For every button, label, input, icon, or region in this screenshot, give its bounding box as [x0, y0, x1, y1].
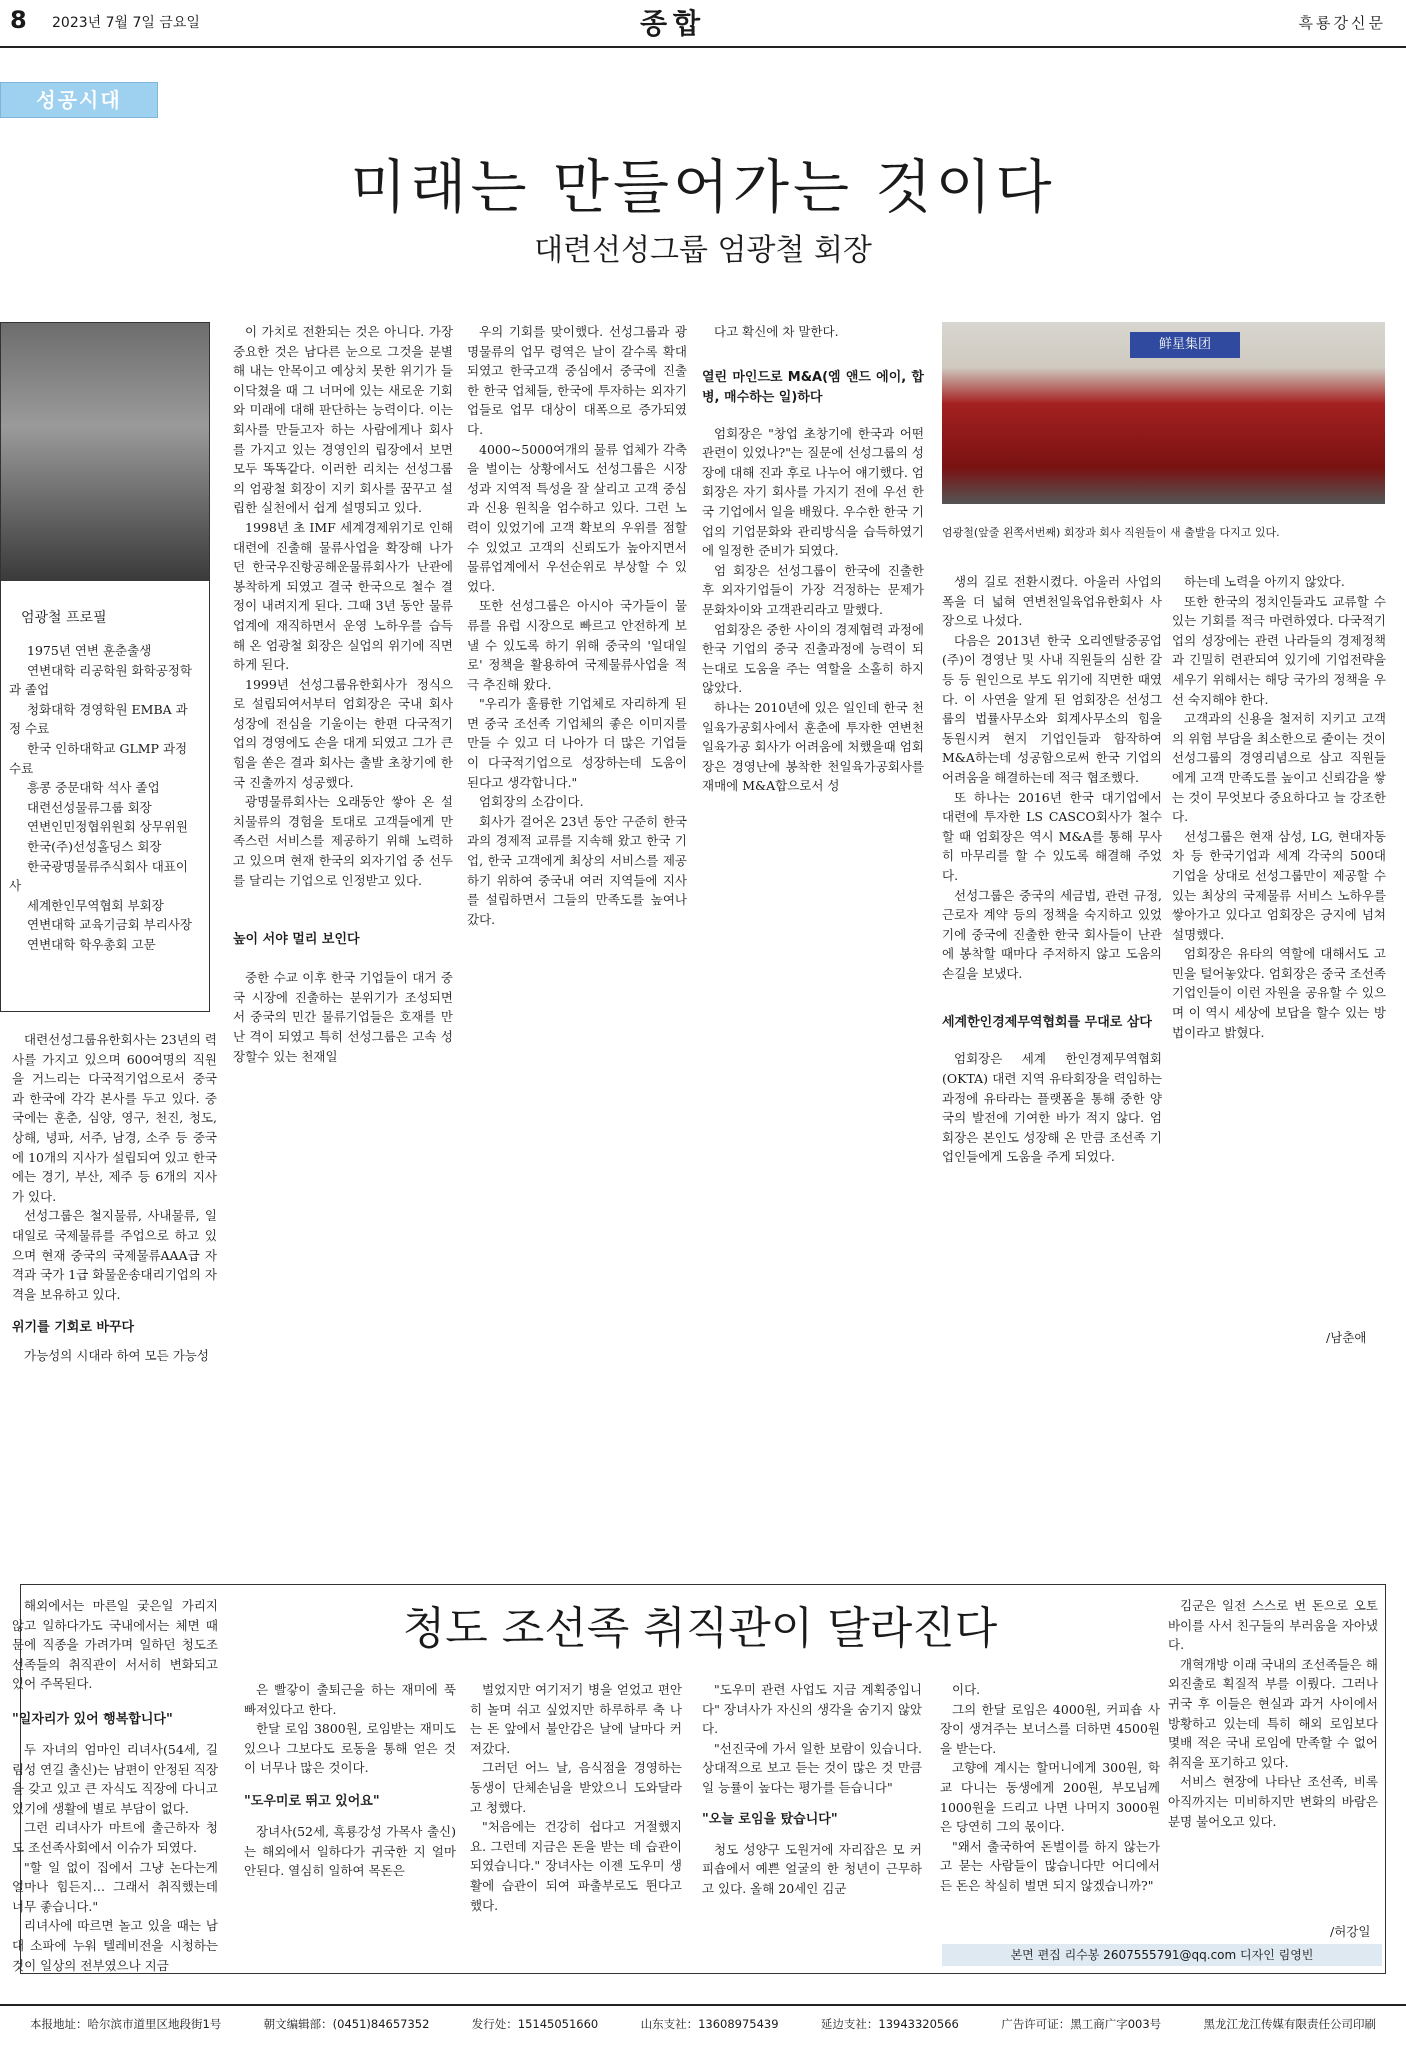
- paragraph: 회사가 걸어온 23년 동안 구준히 한국과의 경제적 교류를 지속해 왔고 한국 기업, 한국 고객에게 최상의 서비스를 제공하기 위하여 중국내 여러 지역들에 지사를 설립하면서 그들의 만족도를 높여나갔다.: [467, 813, 687, 927]
- footer-item: 山东支社：13608975439: [640, 2017, 779, 2031]
- paragraph: 그의 한달 로임은 4000원, 커피숍 사장이 생겨주는 보너스를 더하면 4500원을 받는다.: [940, 1701, 1160, 1756]
- paragraph: 선성그룹은 철지물류, 사내물류, 일대일로 국제물류를 주업으로 하고 있으며 현재 중국의 국제물류AAA급 자격과 국가 1급 화물운송대리기업의 자격을 보유하고 있다.: [12, 1208, 217, 1302]
- footer: [0, 2016, 1406, 2032]
- company-sign: 鲜星集团: [1130, 332, 1240, 358]
- article2-column-3: [470, 1680, 682, 1968]
- subheading: "일자리가 있어 행복합니다": [12, 1711, 173, 1727]
- photo-caption: 엄광철(앞줄 왼쪽서번째) 회장과 회사 직원들이 새 출발을 다지고 있다.: [942, 526, 1280, 539]
- paragraph: 엄회장은 중한 사이의 경제협력 과정에 한국 기업의 중국 진출과정에 능력이 되는대로 도움을 주는 역할을 소홀히 하지 않았다.: [702, 621, 924, 696]
- paragraph: 엄 회장은 선성그룹이 한국에 진출한 후 외자기업들이 가장 걱정하는 문제가 문화차이와 고객관리라고 말했다.: [702, 562, 924, 617]
- paragraph: 서비스 현장에 나타난 조선족, 비록 아직까지는 미비하지만 변화의 바람은 분명 불어오고 있다.: [1168, 1774, 1378, 1829]
- paragraph: 해외에서는 마른일 궂은일 가리지 않고 일하다가도 국내에서는 체면 때문에 직종을 가려가며 일하던 청도조선족들의 취직관이 서서히 변화되고 있어 주목된다.: [12, 1598, 218, 1692]
- paragraph: 4000~5000여개의 물류 업체가 각축을 벌이는 상황에서도 선성그룹은 시장성과 지역적 특성을 잘 살리고 고객 중심과 신용 원칙을 엄수하고 있다. 그런 노력이 있었기에 고객 확보의 우위를 점할 수 있었고 고객의 신뢰도가 높아지면서 물류업계에서 우선순위로 부상할 수 있었다.: [467, 441, 687, 594]
- article2-headline: 청도 조선족 취직관이 달라진다: [402, 1603, 998, 1654]
- paragraph: 가능성의 시대라 하여 모든 가능성: [24, 1348, 209, 1364]
- issue-date: 2023년 7월 7일 금요일: [52, 15, 200, 31]
- paragraph: 엄회장은 유타의 역할에 대해서도 고민을 털어놓았다. 엄회장은 중국 조선족 기업인들이 이런 자원을 공유할 수 있으며 이 역시 세상에 보답을 할수 있는 방법이라고 밝혔다.: [1172, 946, 1386, 1040]
- portrait-photo: [1, 323, 209, 581]
- article1-column-1: [12, 1030, 217, 1364]
- paragraph: 선성그룹은 중국의 세금법, 관련 규정, 근로자 계약 등의 정책을 숙지하고 있었기에 중국에 진출한 한국 회사들이 난관에 봉착할 때마다 주저하지 않고 도움의 손길을 보냈다.: [942, 887, 1162, 981]
- paragraph: 생의 길로 전환시켰다. 아울러 사업의 폭을 더 넓혀 연변천일육업유한회사 사장으로 나섰다.: [942, 574, 1162, 629]
- article1-column-4: [702, 322, 924, 1322]
- article-subheadline: 대련선성그룹 엄광철 회장: [534, 233, 872, 268]
- paragraph: 중한 수교 이후 한국 기업들이 대거 중국 시장에 진출하는 분위기가 조성되면서 중국의 민간 물류기업들은 호재를 만난 격이 되였고 특히 선성그룹은 고속 성장할수 있는 천재일: [233, 970, 453, 1064]
- article1-column-5: [942, 572, 1162, 1322]
- article2-column-6: [1168, 1596, 1378, 1916]
- paragraph: 두 자녀의 엄마인 리녀사(54세, 길림성 연길 출신)는 남편이 안정된 직장을 갖고 있고 큰 자식도 직장에 다니고 있기에 생활에 별로 부담이 없다.: [12, 1741, 218, 1816]
- paragraph: "선진국에 가서 일한 보람이 있습니다. 상대적으로 보고 듣는 것이 많은 것 만큼 일 능률이 높다는 평가를 듣습니다": [702, 1740, 922, 1795]
- paragraph: 장녀사(52세, 흑룡강성 가목사 출신)는 해외에서 일하다가 귀국한 지 얼마 안된다. 열심히 일하여 목돈은: [244, 1823, 456, 1879]
- profile-item: 세계한인무역협회 부회장: [27, 897, 164, 913]
- paragraph: 그러던 어느 날, 음식점을 경영하는 동생이 단체손님을 받았으니 도와달라고 청했다.: [470, 1760, 682, 1815]
- paragraph: 한달 로임 3800원, 로임받는 재미도 있으나 그보다도 로동을 통해 얻은 것이 너무나 많은 것이다.: [244, 1721, 456, 1776]
- profile-item: 연변대학 교육기금회 부리사장: [27, 917, 192, 933]
- profile-item: 흥콩 중문대학 석사 졸업: [27, 780, 160, 796]
- paragraph: 대련선성그룹유한회사는 23년의 력사를 가지고 있으며 600여명의 직원을 거느리는 다국적기업으로서 중국과 한국에 각각 본사를 두고 있다. 중국에는 훈춘, 심양, 영구, 천진, 청도, 상해, 녕파, 서주, 남경, 소주 등 중국에 10개의 지사가 설립되여 있고 한국에는 경기, 부산, 제주 등 6개의 지사가 있다.: [12, 1032, 217, 1204]
- paragraph: 광명물류회사는 오래동안 쌓아 온 설치물류의 경험을 토대로 고객들에게 만족스런 서비스를 제공하기 위해 노력하고 있으며 현재 한국의 외자기업 중 선두를 달리는 기업으로 인정받고 있다.: [233, 794, 453, 888]
- section-title: 종합: [640, 7, 707, 40]
- header-rule: [0, 46, 1406, 48]
- subheading: 높이 서야 멀리 보인다: [233, 932, 360, 948]
- footer-item: 发行处：15145051660: [471, 2017, 599, 2031]
- article1-column-6: [1172, 572, 1386, 1317]
- profile-item: 한국광명물류주식회사 대표이사: [9, 858, 188, 894]
- article-headline: 미래는 만들어가는 것이다: [350, 153, 1056, 221]
- paragraph: 청도 성양구 도원거에 자리잡은 모 커피숍에서 예쁜 얼굴의 한 청년이 근무하고 있다. 올해 20세인 김군: [702, 1841, 922, 1896]
- paragraph: 리녀사에 따르면 놀고 있을 때는 남대 소파에 누워 텔레비전을 시청하는 것이 일상의 전부였으나 지금: [12, 1918, 218, 1973]
- footer-rule: [0, 2004, 1406, 2006]
- profile-item: 연변대학 학우총회 고문: [27, 936, 156, 952]
- footer-item: 黑龙江龙江传媒有限责任公司印刷: [1203, 2017, 1376, 2031]
- paragraph: 김군은 일전 스스로 번 돈으로 오토바이를 사서 친구들의 부러움을 자아냈다.: [1168, 1598, 1378, 1653]
- footer-item: 广告许可证：黑工商广字003号: [1001, 2017, 1162, 2031]
- paragraph: 하는데 노력을 아끼지 않았다.: [1184, 574, 1345, 589]
- paragraph: "우리가 훌륭한 기업체로 자리하게 된면 중국 조선족 기업체의 좋은 이미지를 만들 수 있고 더 나아가 더 많은 기업들이 다국적기업으로 성장하는데 도움이 된다고 생각합니다.": [467, 696, 687, 790]
- paragraph: 고향에 계시는 할머니에게 300원, 학교 다니는 동생에게 200원, 부모님께 1000원을 드리고 나면 나머지 3000원은 당연히 그의 몫이다.: [940, 1760, 1160, 1835]
- footer-item: 本报地址：哈尔滨市道里区地段街1号: [30, 2017, 222, 2031]
- profile-item: 1975년 연변 훈춘출생: [27, 643, 152, 658]
- profile-list: [9, 641, 199, 955]
- paragraph: 다음은 2013년 한국 오리엔탈중공업(주)이 경영난 및 사내 직원들의 심한 갈등 등 원인으로 부도 위기에 직면한 때였다. 이 사연을 알게 된 엄회장은 선성그룹의 법률사무소와 회계사무소의 힘을 동원시켜 현지 기업인들과 함작하여 M&A하는데 성공함으로써 한국 기업의 어려움을 해결하는데 적극 협조했다.: [942, 632, 1162, 785]
- paragraph: 은 빨갛이 출퇴근을 하는 재미에 푹 빠져있다고 한다.: [244, 1682, 456, 1717]
- profile-item: 한국 인하대학교 GLMP 과정 수료: [9, 740, 188, 776]
- subheading: 세계한인경제무역협회를 무대로 삼다: [942, 1015, 1152, 1031]
- footer-item: 延边支社：13943320566: [820, 2017, 959, 2031]
- paragraph: 1998년 초 IMF 세계경제위기로 인해 대련에 진출해 물류사업을 확장해 나가던 한국우진항공해운물류회사가 난관에 봉착하게 되였고 결국 한국으로 철수 결정이 내려지게 된다. 그때 3년 동안 물류 업계에 재직하면서 운영 노하우를 습득해 온 엄광철 회장은 실업의 위기에 직면하게 된다.: [233, 519, 453, 673]
- paragraph: 엄회장은 세계 한인경제무역협회(OKTA) 대련 지역 유타회장을 력임하는 과정에 유타라는 플랫폼을 통해 중한 양국의 발전에 기여한 바가 적지 않다. 엄회장은 본인도 성장해 온 만큼 조선족 기업인들에게 도움을 주게 되었다.: [942, 1051, 1162, 1165]
- paragraph: 또 하나는 2016년 한국 대기업에서 대련에 투자한 LS CASCO회사가 철수할 때 엄회장은 역시 M&A를 통해 무사히 마무리를 할 수 있도록 해결해 주었다.: [942, 789, 1162, 883]
- profile-item: 연변인민정협위원회 상무위원: [27, 819, 188, 835]
- article2-column-4: [702, 1680, 922, 1968]
- article1-column-3: [467, 322, 687, 1322]
- newspaper-name: 흑룡강신문: [1298, 14, 1386, 32]
- paragraph: 이 가치로 전환되는 것은 아니다. 가장 중요한 것은 남다른 눈으로 그것을 분별해 내는 안목이고 예상치 못한 위기가 들이닥쳤을 때 그 너머에 있는 새로운 기회와 미래에 대해 판단하는 능력이다. 이는 회사를 만들고자 하는 사람에게나 회사를 가지고 있는 경영인의 립장에서 보면 모두 똑똑같다. 이러한 리치는 선성그룹의 엄광철 회장이 지키 회사를 꿈꾸고 설립한 실천에서 쉽게 설명되고 있다.: [233, 324, 453, 516]
- paragraph: 엄회장의 소감이다.: [479, 794, 584, 810]
- profile-box: [0, 322, 210, 1012]
- paragraph: 또한 선성그룹은 아시아 국가들이 물류를 유럽 시장으로 빠르고 안전하게 보낼 수 있도록 하기 위해 중국의 '일대일로' 정책을 활용하여 국제물류사업을 적극 추진해 왔다.: [467, 598, 687, 692]
- paragraph: 엄회장은 "창업 초창기에 한국과 어떤 관련이 있었나?"는 질문에 선성그룹의 성장에 대해 진과 후로 나누어 얘기했다. 엄회장은 자기 회사를 가지기 전에 우선 한국 기업에서 일을 배웠다. 우수한 한국 기업의 기업문화와 관리방식을 습득하였기에 일정한 준비가 되였다.: [702, 425, 924, 559]
- footer-item: 朝文编辑部：(0451)84657352: [263, 2017, 430, 2031]
- paragraph: "도우미 관련 사업도 지금 계획중입니다" 장녀사가 자신의 생각을 숨기지 않았다.: [702, 1682, 922, 1737]
- paragraph: 고객과의 신용을 철저히 지키고 고객의 위험 부담을 최소한으로 줄이는 것이 선성그룹의 경영리념으로 삼고 직원들에게 고객 만족도를 높이고 신뢰감을 쌓는 것이 무엇보다 중요하다고 늘 강조한다.: [1172, 711, 1386, 825]
- column-kicker: 성공시대: [0, 82, 158, 118]
- paragraph: 하나는 2010년에 있은 일인데 한국 천일육가공회사에서 훈춘에 투자한 연변천일육가공 회사가 어려움에 처했을때 엄회장은 경영난에 봉착한 천일육가공회사를 재매에 M&A합으로서 성: [702, 699, 924, 794]
- paragraph: "할 일 없이 집에서 그냥 논다는게 얼마나 힘든지… 그래서 취직했는데 너무 좋습니다.": [12, 1859, 218, 1914]
- page-number: 8: [10, 6, 27, 34]
- paragraph: 1999년 선성그룹유한회사가 정식으로 설립되여서부터 엄회장은 국내 회사 성장에 전심을 기울이는 한편 다국적기업의 경영에도 손을 대게 되였고 그가 큰 힘을 쏟은 결과 회사는 출발 초창기에 한국 진출까지 성공했다.: [233, 676, 453, 790]
- paragraph: 개혁개방 이래 국내의 조선족들은 해외진출로 획질적 부를 이뤘다. 그러나 귀국 후 이들은 현실과 과거 사이에서 방황하고 있는데 특히 해외 로임보다 몇배 적은 국내 로임에 만족할 수 없어 취직을 포기하고 있다.: [1168, 1656, 1378, 1770]
- paragraph: 선성그룹은 현재 삼성, LG, 현대자동차 등 한국기업과 세계 각국의 500대 기업을 상대로 선성그룹만이 제공할 수 있는 최상의 국제물류 서비스 노하우를 쌓아가고 있다고 엄회장은 긍지에 넘쳐 설명했다.: [1172, 828, 1386, 942]
- article2-column-5: [940, 1680, 1160, 1938]
- subheading: 열린 마인드로 M&A(엠 앤드 에이, 합병, 매수하는 일)하다: [702, 369, 924, 405]
- profile-item: 대련선성물류그룹 회장: [27, 799, 152, 815]
- profile-heading: 엄광철 프로필: [21, 610, 107, 626]
- paragraph: 우의 기회를 맞이했다. 선성그룹과 광명물류의 업무 령역은 날이 갈수록 확대되였고 한국고객 중심에서 중국에 진출한 한국 업체들, 한국에 투자하는 외자기업들로 업무 대상이 대폭으로 증가되였다.: [467, 324, 687, 437]
- profile-item: 연변대학 리공학원 화학공정학과 졸업: [9, 662, 192, 698]
- subheading: "도우미로 뛰고 있어요": [244, 1793, 380, 1809]
- paragraph: 이다.: [952, 1682, 981, 1697]
- profile-item: 청화대학 경영학원 EMBA 과정 수료: [9, 701, 188, 737]
- byline: /허강일: [1330, 1924, 1371, 1939]
- profile-item: 한국(주)선성홀딩스 회장: [27, 838, 162, 854]
- subheading: "오늘 로임을 탔습니다": [702, 1811, 838, 1827]
- paragraph: 벌었지만 여기저기 병을 얻었고 편안히 놀며 쉬고 싶었지만 하루하루 축 나는 돈 앞에서 불안감은 날에 날마다 커져갔다.: [470, 1682, 682, 1756]
- paragraph: "왜서 출국하여 돈벌이를 하지 않는가고 묻는 사람들이 많습니다만 어디에서든 돈은 착실히 벌면 되지 않겠습니까?": [940, 1838, 1160, 1893]
- paragraph: 그런 리녀사가 마트에 출근하자 청도 조선족사회에서 이슈가 되였다.: [12, 1820, 218, 1855]
- paragraph: 다고 확신에 차 말한다.: [714, 324, 839, 339]
- subheading: 위기를 기회로 바꾸다: [12, 1320, 135, 1336]
- article2-column-2: [244, 1680, 456, 1968]
- paragraph: 또한 한국의 정치인들과도 교류할 수 있는 기회를 적극 마련하였다. 다국적기업의 성장에는 관련 나라들의 경제정책과 긴밀히 련관되여 있기에 기업전략을 세우기 위해서는 해당 국가의 정책을 우선 숙지해야 한다.: [1172, 593, 1386, 707]
- editor-credit: 본면 편집 리수봉 2607555791@qq.com 디자인 림영빈: [942, 1944, 1382, 1966]
- article2-column-1: [12, 1596, 218, 1973]
- paragraph: "처음에는 건강히 쉽다고 거절했지요. 그런데 지금은 돈을 받는 데 습관이 되였습니다." 장녀사는 이젠 도우미 생활에 습관이 되여 파출부로도 뛴다고 했다.: [470, 1819, 682, 1913]
- article1-column-2: [233, 322, 453, 1322]
- byline: /남춘애: [1326, 1330, 1367, 1345]
